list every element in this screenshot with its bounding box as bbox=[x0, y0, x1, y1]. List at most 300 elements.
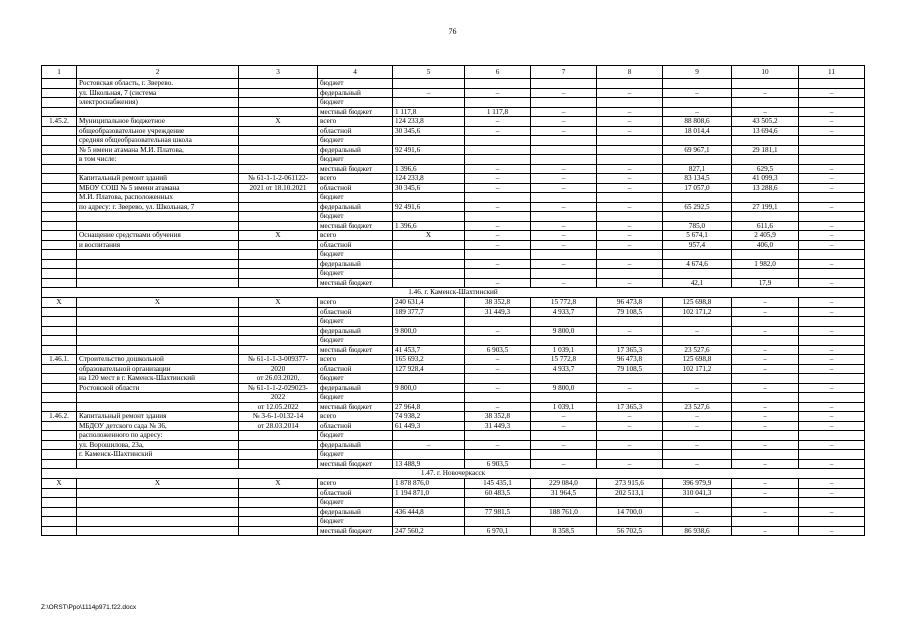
table-cell: 61 449,3 bbox=[393, 421, 465, 431]
table-row bbox=[42, 107, 865, 117]
table-cell: 18 014,4 bbox=[663, 126, 732, 136]
table-cell: – bbox=[663, 88, 732, 98]
table-cell: 13 488,9 bbox=[393, 459, 465, 469]
table-cell: 15 772,8 bbox=[531, 298, 597, 308]
table-cell: № 61-1-1-2-029023- bbox=[239, 383, 318, 393]
table-cell bbox=[393, 431, 465, 441]
table-cell bbox=[77, 307, 239, 317]
table-cell: Ростовская область, г. Зверево. bbox=[77, 79, 239, 89]
table-cell: – bbox=[799, 364, 865, 374]
table-cell bbox=[799, 212, 865, 222]
table-cell bbox=[465, 212, 531, 222]
table-cell: Строительство дошкольной bbox=[77, 355, 239, 365]
table-cell bbox=[42, 212, 77, 222]
table-cell bbox=[732, 450, 799, 460]
table-cell bbox=[77, 498, 239, 508]
table-row bbox=[42, 259, 865, 269]
table-cell: 188 761,0 bbox=[531, 507, 597, 517]
table-cell bbox=[393, 136, 465, 146]
table-cell bbox=[663, 79, 732, 89]
table-cell bbox=[663, 250, 732, 260]
table-cell: – bbox=[732, 479, 799, 489]
table-cell bbox=[393, 212, 465, 222]
table-cell bbox=[239, 278, 318, 288]
table-cell: – bbox=[597, 231, 663, 241]
table-cell bbox=[239, 488, 318, 498]
table-cell bbox=[77, 250, 239, 260]
table-cell: – bbox=[465, 88, 531, 98]
table-cell: 23 527,6 bbox=[663, 345, 732, 355]
table-cell bbox=[42, 307, 77, 317]
table-cell: – bbox=[663, 412, 732, 422]
table-cell: Х bbox=[239, 117, 318, 127]
table-cell bbox=[42, 98, 77, 108]
table-cell: – bbox=[799, 355, 865, 365]
table-cell bbox=[239, 317, 318, 327]
table-cell: 229 084,0 bbox=[531, 479, 597, 489]
table-cell bbox=[239, 259, 318, 269]
table-cell: 4 933,7 bbox=[531, 307, 597, 317]
table-cell bbox=[799, 145, 865, 155]
table-cell: № 3-6-1-0132-14 bbox=[239, 412, 318, 422]
table-row bbox=[42, 240, 865, 250]
table-cell bbox=[465, 145, 531, 155]
table-cell: 31 449,3 bbox=[465, 421, 531, 431]
table-cell bbox=[663, 98, 732, 108]
table-cell bbox=[239, 431, 318, 441]
table-cell bbox=[663, 193, 732, 203]
table-cell: образовательной организации bbox=[77, 364, 239, 374]
table-cell: расположенного по адресу: bbox=[77, 431, 239, 441]
table-cell bbox=[732, 317, 799, 327]
table-cell: бюджет bbox=[318, 155, 393, 165]
table-cell: – bbox=[799, 383, 865, 393]
table-cell: всего bbox=[318, 412, 393, 422]
table-cell: – bbox=[531, 126, 597, 136]
table-cell bbox=[732, 155, 799, 165]
table-cell bbox=[597, 136, 663, 146]
table-cell: № 61-1-1-2-061122- bbox=[239, 174, 318, 184]
table-cell: – bbox=[732, 440, 799, 450]
table-cell: ул. Ворошилова, 23а, bbox=[77, 440, 239, 450]
table-row bbox=[42, 307, 865, 317]
table-cell: 102 171,2 bbox=[663, 307, 732, 317]
table-cell bbox=[239, 155, 318, 165]
table-cell: бюджет bbox=[318, 517, 393, 527]
table-cell: местный бюджет bbox=[318, 164, 393, 174]
table-cell bbox=[663, 431, 732, 441]
table-cell: – bbox=[799, 440, 865, 450]
table-cell bbox=[597, 212, 663, 222]
table-cell bbox=[42, 136, 77, 146]
table-cell: 31 964,5 bbox=[531, 488, 597, 498]
table-cell bbox=[42, 88, 77, 98]
table-cell: – bbox=[732, 488, 799, 498]
table-cell: 43 505,2 bbox=[732, 117, 799, 127]
table-cell: – bbox=[799, 107, 865, 117]
column-header: 1 bbox=[42, 66, 77, 79]
table-cell: – bbox=[465, 117, 531, 127]
table-cell: 127 928,4 bbox=[393, 364, 465, 374]
table-cell bbox=[799, 79, 865, 89]
table-row bbox=[42, 145, 865, 155]
table-row bbox=[42, 450, 865, 460]
table-cell: – bbox=[732, 88, 799, 98]
table-cell: 56 702,5 bbox=[597, 526, 663, 536]
table-cell: областной bbox=[318, 240, 393, 250]
table-cell: по адресу: г. Зверево, ул. Школьная, 7 bbox=[77, 202, 239, 212]
table-cell: – bbox=[663, 459, 732, 469]
table-cell bbox=[42, 174, 77, 184]
table-cell: 17 365,3 bbox=[597, 345, 663, 355]
table-cell: – bbox=[531, 412, 597, 422]
table-cell bbox=[42, 240, 77, 250]
table-cell: на 120 мест в г. Каменск-Шахтинский bbox=[77, 374, 239, 384]
table-cell: – bbox=[531, 440, 597, 450]
table-cell bbox=[663, 155, 732, 165]
table-cell: – bbox=[799, 88, 865, 98]
table-cell bbox=[239, 145, 318, 155]
table-cell bbox=[663, 269, 732, 279]
table-cell: 125 698,8 bbox=[663, 355, 732, 365]
table-cell: 69 967,1 bbox=[663, 145, 732, 155]
table-cell: № 61-1-1-3-009377- bbox=[239, 355, 318, 365]
column-header: 2 bbox=[77, 66, 239, 79]
table-cell: – bbox=[732, 507, 799, 517]
column-header: 5 bbox=[393, 66, 465, 79]
table-cell bbox=[531, 450, 597, 460]
table-cell bbox=[393, 374, 465, 384]
table-row bbox=[42, 383, 865, 393]
table-cell bbox=[42, 345, 77, 355]
table-cell bbox=[597, 450, 663, 460]
table-cell: бюджет bbox=[318, 269, 393, 279]
table-cell bbox=[42, 450, 77, 460]
table-cell: областной bbox=[318, 488, 393, 498]
table-cell: 396 979,9 bbox=[663, 479, 732, 489]
table-cell: – bbox=[597, 412, 663, 422]
table-cell: – bbox=[393, 440, 465, 450]
table-cell bbox=[393, 193, 465, 203]
table-cell bbox=[531, 136, 597, 146]
table-row bbox=[42, 364, 865, 374]
table-cell bbox=[597, 79, 663, 89]
table-cell: 41 099,3 bbox=[732, 174, 799, 184]
table-cell: местный бюджет bbox=[318, 345, 393, 355]
table-cell bbox=[531, 212, 597, 222]
column-header: 8 bbox=[597, 66, 663, 79]
table-cell: 8 358,5 bbox=[531, 526, 597, 536]
table-cell: – bbox=[597, 221, 663, 231]
table-cell: 2 405,9 bbox=[732, 231, 799, 241]
table-cell: – bbox=[732, 355, 799, 365]
table-cell bbox=[597, 431, 663, 441]
table-cell: – bbox=[465, 183, 531, 193]
table-cell: – bbox=[663, 107, 732, 117]
table-cell: – bbox=[799, 307, 865, 317]
table-cell: областной bbox=[318, 307, 393, 317]
table-row bbox=[42, 155, 865, 165]
table-cell bbox=[663, 336, 732, 346]
table-cell: федеральный bbox=[318, 202, 393, 212]
table-cell bbox=[799, 98, 865, 108]
table-cell bbox=[239, 450, 318, 460]
table-cell: – bbox=[799, 259, 865, 269]
table-cell bbox=[597, 317, 663, 327]
table-cell: – bbox=[393, 88, 465, 98]
table-cell: – bbox=[732, 421, 799, 431]
table-cell bbox=[465, 79, 531, 89]
table-cell bbox=[239, 98, 318, 108]
table-row bbox=[42, 336, 865, 346]
table-cell bbox=[663, 374, 732, 384]
table-cell bbox=[77, 317, 239, 327]
table-cell: – bbox=[732, 459, 799, 469]
table-cell bbox=[531, 145, 597, 155]
table-cell bbox=[239, 193, 318, 203]
table-cell bbox=[663, 393, 732, 403]
table-cell: от 28.03.2014 bbox=[239, 421, 318, 431]
table-cell bbox=[465, 393, 531, 403]
table-cell: Муниципальное бюджетное bbox=[77, 117, 239, 127]
table-cell: бюджет bbox=[318, 374, 393, 384]
table-cell bbox=[239, 202, 318, 212]
table-cell: – bbox=[663, 440, 732, 450]
table-cell: областной bbox=[318, 364, 393, 374]
table-cell bbox=[239, 440, 318, 450]
column-header: 9 bbox=[663, 66, 732, 79]
table-cell bbox=[239, 212, 318, 222]
table-header-row bbox=[42, 66, 865, 79]
table-cell bbox=[531, 155, 597, 165]
table-cell: МБДОУ детского сада № 36, bbox=[77, 421, 239, 431]
table-cell bbox=[732, 136, 799, 146]
table-cell bbox=[239, 79, 318, 89]
table-row bbox=[42, 193, 865, 203]
section-row bbox=[42, 469, 865, 479]
table-cell: – bbox=[531, 183, 597, 193]
table-cell: Ростовской области bbox=[77, 383, 239, 393]
table-cell bbox=[239, 345, 318, 355]
table-cell bbox=[77, 212, 239, 222]
table-cell bbox=[597, 193, 663, 203]
table-cell: – bbox=[799, 117, 865, 127]
table-cell: – bbox=[799, 479, 865, 489]
table-row bbox=[42, 298, 865, 308]
table-cell: федеральный bbox=[318, 383, 393, 393]
table-row bbox=[42, 479, 865, 489]
table-cell: областной bbox=[318, 421, 393, 431]
table-cell bbox=[77, 269, 239, 279]
table-row bbox=[42, 345, 865, 355]
table-cell: – bbox=[465, 202, 531, 212]
table-cell bbox=[239, 240, 318, 250]
table-cell bbox=[732, 250, 799, 260]
table-cell: электроснабжения) bbox=[77, 98, 239, 108]
table-cell bbox=[799, 393, 865, 403]
table-cell bbox=[465, 317, 531, 327]
table-cell bbox=[42, 393, 77, 403]
table-cell bbox=[77, 345, 239, 355]
table-cell bbox=[465, 155, 531, 165]
table-cell: 827,1 bbox=[663, 164, 732, 174]
table-cell bbox=[77, 336, 239, 346]
table-cell: всего bbox=[318, 355, 393, 365]
table-cell: 17 057,0 bbox=[663, 183, 732, 193]
table-cell: 9 800,0 bbox=[393, 326, 465, 336]
table-cell bbox=[393, 450, 465, 460]
table-cell: – bbox=[465, 240, 531, 250]
table-cell bbox=[42, 459, 77, 469]
table-cell bbox=[393, 259, 465, 269]
section-title: 1.47. г. Новочеркасск bbox=[42, 469, 865, 479]
table-cell: 65 292,5 bbox=[663, 202, 732, 212]
table-cell bbox=[239, 459, 318, 469]
table-cell: местный бюджет bbox=[318, 402, 393, 412]
column-header: 4 bbox=[318, 66, 393, 79]
table-cell: Капитальный ремонт здания bbox=[77, 412, 239, 422]
table-cell bbox=[42, 221, 77, 231]
table-cell bbox=[42, 440, 77, 450]
table-cell: – bbox=[465, 126, 531, 136]
table-cell: бюджет bbox=[318, 393, 393, 403]
table-cell: – bbox=[465, 355, 531, 365]
table-cell: от 26.03.2020, bbox=[239, 374, 318, 384]
table-cell bbox=[799, 193, 865, 203]
table-cell: – bbox=[799, 345, 865, 355]
table-cell: федеральный bbox=[318, 507, 393, 517]
table-cell: 92 491,6 bbox=[393, 202, 465, 212]
table-cell: Х bbox=[42, 298, 77, 308]
table-cell bbox=[42, 231, 77, 241]
table-cell bbox=[77, 459, 239, 469]
table-cell: – bbox=[465, 231, 531, 241]
table-cell: – bbox=[597, 117, 663, 127]
table-cell bbox=[799, 498, 865, 508]
table-cell: 96 473,8 bbox=[597, 355, 663, 365]
table-cell: бюджет bbox=[318, 450, 393, 460]
table-cell: – bbox=[799, 488, 865, 498]
table-cell: – bbox=[531, 421, 597, 431]
table-cell bbox=[77, 107, 239, 117]
file-path-footer: Z:\ORST\Ppo\1114p971.f22.docx bbox=[41, 604, 137, 611]
table-cell: от 12.05.2022 bbox=[239, 402, 318, 412]
table-cell: – bbox=[663, 421, 732, 431]
table-cell: 273 915,6 bbox=[597, 479, 663, 489]
table-cell bbox=[531, 193, 597, 203]
table-cell bbox=[732, 431, 799, 441]
table-row bbox=[42, 431, 865, 441]
table-cell: 23 527,6 bbox=[663, 402, 732, 412]
table-cell: – bbox=[597, 383, 663, 393]
table-cell: 1 396,6 bbox=[393, 164, 465, 174]
table-cell bbox=[77, 259, 239, 269]
column-header: 7 bbox=[531, 66, 597, 79]
table-cell bbox=[42, 259, 77, 269]
table-cell bbox=[42, 145, 77, 155]
table-cell: МБОУ СОШ № 5 имени атамана bbox=[77, 183, 239, 193]
table-cell bbox=[42, 155, 77, 165]
table-cell bbox=[393, 393, 465, 403]
table-cell: Х bbox=[77, 298, 239, 308]
table-cell: 6 903,5 bbox=[465, 345, 531, 355]
table-cell: 4 674,6 bbox=[663, 259, 732, 269]
table-cell: 1 396,6 bbox=[393, 221, 465, 231]
table-cell: всего bbox=[318, 479, 393, 489]
table-cell bbox=[393, 250, 465, 260]
table-cell: всего bbox=[318, 298, 393, 308]
table-row bbox=[42, 317, 865, 327]
table-row bbox=[42, 250, 865, 260]
table-cell bbox=[42, 278, 77, 288]
table-row bbox=[42, 183, 865, 193]
table-cell bbox=[799, 450, 865, 460]
table-row bbox=[42, 440, 865, 450]
table-cell: федеральный bbox=[318, 88, 393, 98]
table-cell: Оснащение средствами обучения bbox=[77, 231, 239, 241]
table-cell bbox=[239, 526, 318, 536]
table-cell: – bbox=[799, 231, 865, 241]
table-cell: 42,1 bbox=[663, 278, 732, 288]
table-cell: 247 560,2 bbox=[393, 526, 465, 536]
table-row bbox=[42, 517, 865, 527]
budget-table bbox=[41, 65, 865, 536]
table-cell bbox=[239, 88, 318, 98]
table-cell: в том числе: bbox=[77, 155, 239, 165]
table-cell: – bbox=[597, 174, 663, 184]
table-cell bbox=[42, 193, 77, 203]
table-row bbox=[42, 488, 865, 498]
table-cell bbox=[663, 136, 732, 146]
table-cell: – bbox=[799, 202, 865, 212]
table-cell: и воспитания bbox=[77, 240, 239, 250]
table-cell bbox=[799, 374, 865, 384]
table-cell bbox=[732, 393, 799, 403]
table-cell bbox=[465, 250, 531, 260]
table-row bbox=[42, 126, 865, 136]
table-row bbox=[42, 526, 865, 536]
table-cell bbox=[799, 269, 865, 279]
table-cell bbox=[239, 307, 318, 317]
table-cell bbox=[393, 155, 465, 165]
table-cell bbox=[799, 136, 865, 146]
table-cell: 4 933,7 bbox=[531, 364, 597, 374]
table-cell: всего bbox=[318, 174, 393, 184]
table-cell bbox=[42, 526, 77, 536]
table-cell: – bbox=[531, 174, 597, 184]
table-cell: – bbox=[799, 298, 865, 308]
table-cell: 1 117,8 bbox=[393, 107, 465, 117]
table-cell: 1 117,8 bbox=[465, 107, 531, 117]
table-cell bbox=[799, 517, 865, 527]
table-row bbox=[42, 326, 865, 336]
table-cell: – bbox=[597, 88, 663, 98]
table-cell: – bbox=[663, 326, 732, 336]
table-cell: 202 513,1 bbox=[597, 488, 663, 498]
table-cell bbox=[77, 507, 239, 517]
table-cell: 79 108,5 bbox=[597, 307, 663, 317]
table-cell bbox=[42, 383, 77, 393]
table-cell: 9 800,0 bbox=[531, 326, 597, 336]
table-cell: 629,5 bbox=[732, 164, 799, 174]
table-cell: 79 108,5 bbox=[597, 364, 663, 374]
table-cell: – bbox=[799, 507, 865, 517]
table-cell: – bbox=[597, 326, 663, 336]
table-cell: – bbox=[597, 183, 663, 193]
table-cell: – bbox=[799, 326, 865, 336]
table-cell: бюджет bbox=[318, 212, 393, 222]
table-cell: общеобразовательное учреждение bbox=[77, 126, 239, 136]
